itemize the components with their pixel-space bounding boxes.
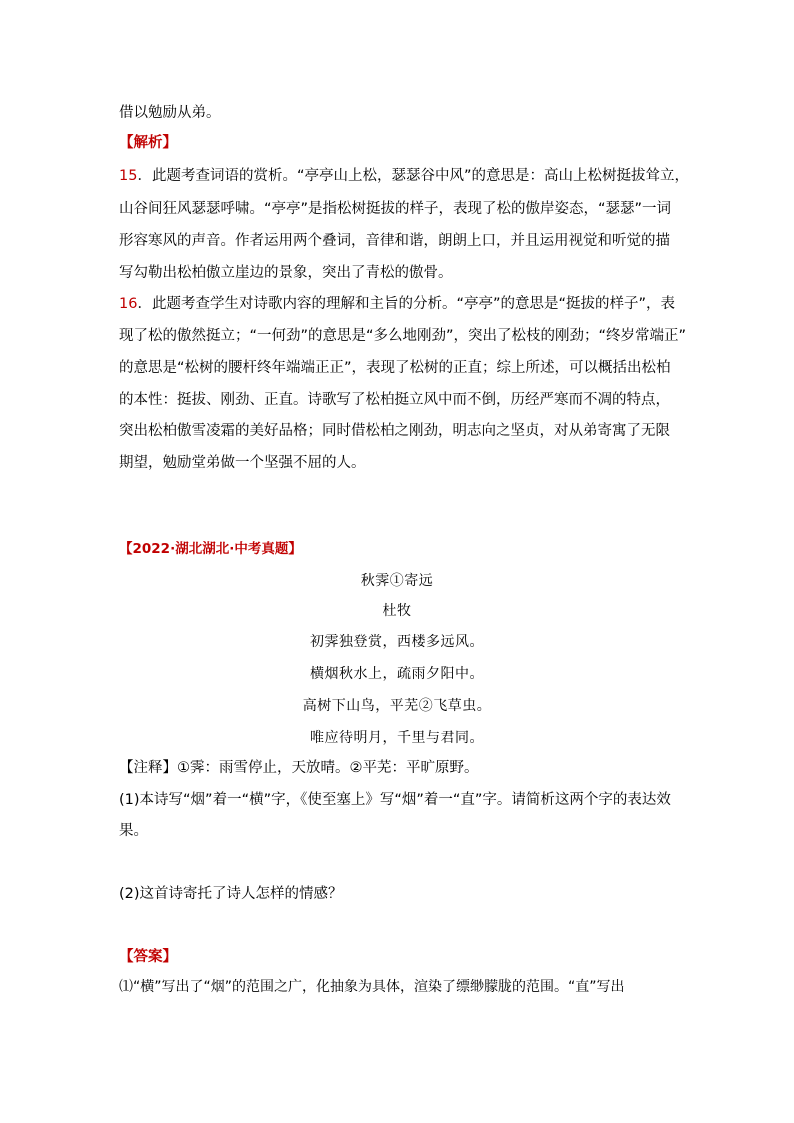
answer-line-1: ⑴“横”写出了“烟”的范围之广，化抽象为具体，渲染了缥缈朦胧的范围。“直”写出 xyxy=(119,979,625,995)
analysis-label: 【解析】 xyxy=(119,135,177,151)
q16-line-2: 现了松的傲然挺立；“一何劲”的意思是“多么地刚劲”，突出了松枝的刚劲；“终岁常端正” xyxy=(119,328,687,344)
q16-line-1 xyxy=(119,294,675,314)
text-line: 借以勉励从弟。 xyxy=(119,105,221,121)
q15-line-2: 山谷间狂风瑟瑟呼啸。“亭亭”是指松树挺拔的样子，表现了松的傲岸姿态，“瑟瑟”一词 xyxy=(119,201,672,217)
q16-line-6: 期望，勉励堂弟做一个坚强不屈的人。 xyxy=(119,455,366,471)
q16-line-4: 的本性：挺拔、刚劲、正直。诗歌写了松柏挺立风中而不倒，历经严寒而不凋的特点， xyxy=(119,392,670,408)
poem-line-2: 横烟秋水上，疏雨夕阳中。 xyxy=(310,666,484,682)
q16-line-3: 的意思是“松树的腰杆终年端端正正”，表现了松树的正直；综上所述，可以概括出松柏 xyxy=(119,360,671,376)
poem-author: 杜牧 xyxy=(382,603,412,619)
q15-line-4: 写勾勒出松柏傲立崖边的景象，突出了青松的傲骨。 xyxy=(119,265,453,281)
q15-text: ．此题考查词语的赏析。“亭亭山上松，瑟瑟谷中风”的意思是：高山上松树挺拔耸立， xyxy=(137,168,689,184)
answer-label: 【答案】 xyxy=(119,949,177,965)
q16-number: 16 xyxy=(119,296,138,312)
q15-line-1 xyxy=(119,166,689,186)
q16-text: ．此题考查学生对诗歌内容的理解和主旨的分析。“亭亭”的意思是“挺拔的样子”，表 xyxy=(137,296,675,312)
q15-number: 15 xyxy=(119,168,138,184)
note-line: 【注释】①霁：雨雪停止，天放晴。②平芜：平旷原野。 xyxy=(119,760,479,776)
source-tag: 【2022·湖北湖北·中考真题】 xyxy=(119,541,302,557)
poem-title: 秋霁①寄远 xyxy=(360,573,434,589)
question-1-line-1: (1)本诗写“烟”着一“横”字，《使至塞上》写“烟”着一“直”字。请简析这两个字的表达效 xyxy=(119,792,671,808)
q16-line-5: 突出松柏傲雪凌霜的美好品格；同时借松柏之刚劲，明志向之坚贞，对从弟寄寓了无限 xyxy=(119,423,670,439)
question-2: (2)这首诗寄托了诗人怎样的情感？ xyxy=(119,886,343,902)
poem-line-1: 初霁独登赏，西楼多远风。 xyxy=(310,634,484,650)
q15-line-3: 形容寒风的声音。作者运用两个叠词，音律和谐，朗朗上口，并且运用视觉和听觉的描 xyxy=(119,233,670,249)
poem-line-3: 高树下山鸟，平芜②飞草虫。 xyxy=(302,698,492,714)
question-1-line-2: 果。 xyxy=(119,823,148,839)
poem-line-4: 唯应待明月，千里与君同。 xyxy=(310,730,484,746)
